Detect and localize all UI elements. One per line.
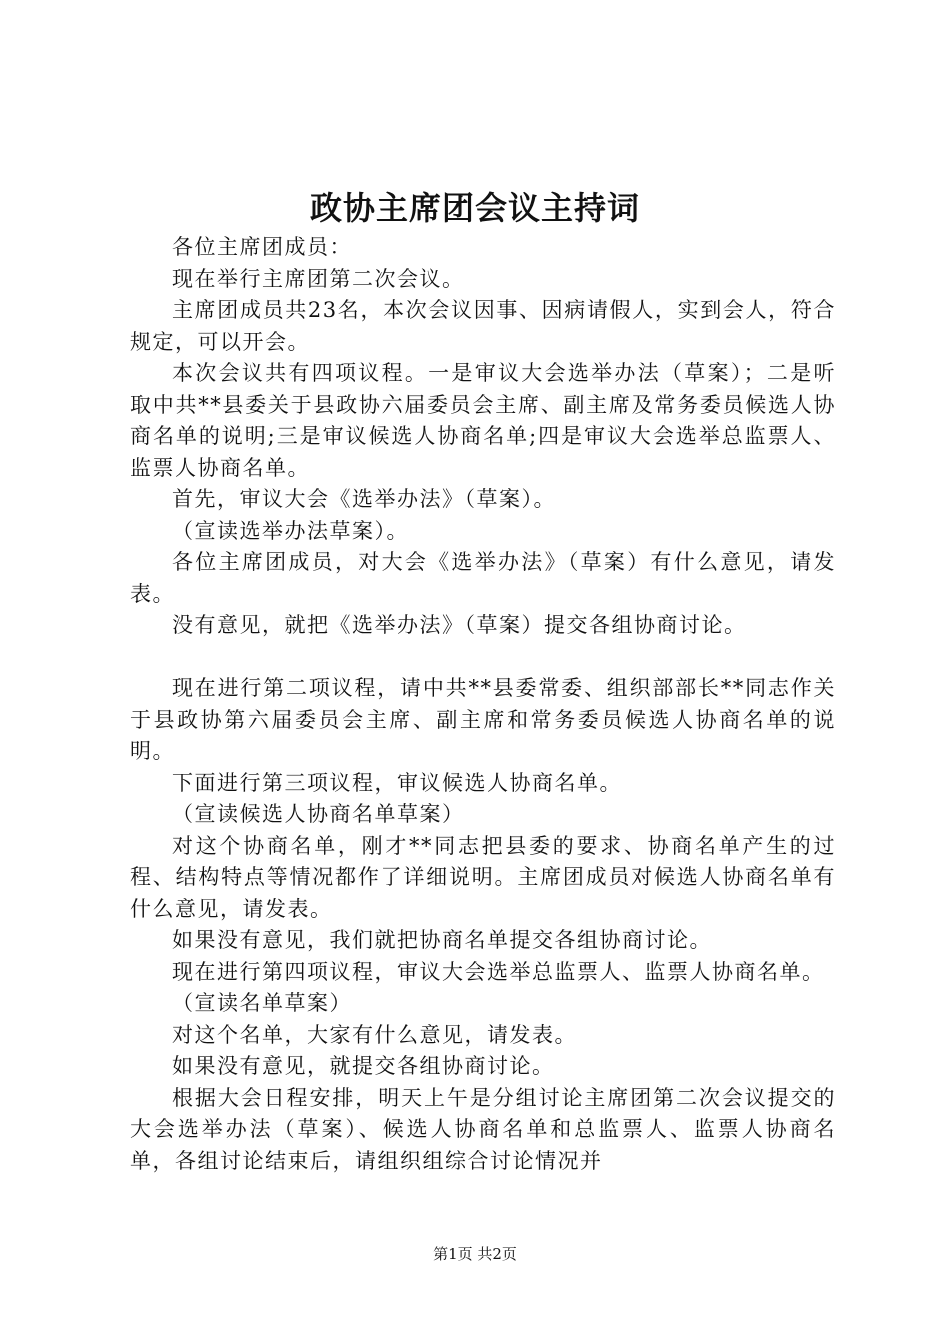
paragraph: 对这个协商名单，刚才**同志把县委的要求、协商名单产生的过程、结构特点等情况都作了详细说明。主席团成员对候选人协商名单有什么意见，请发表。 xyxy=(130,833,836,921)
paragraph: 本次会议共有四项议程。一是审议大会选举办法（草案）；二是听取中共**县委关于县政协六届委员会主席、副主席及常务委员候选人协商名单的说明;三是审议候选人协商名单;四是审议大会选举总监票人、监票人协商名单。 xyxy=(130,361,836,480)
paragraph: （宣读名单草案） xyxy=(172,991,352,1015)
paragraph: 主席团成员共23名，本次会议因事、因病请假人，实到会人，符合规定，可以开会。 xyxy=(130,298,836,354)
blank-line xyxy=(130,642,836,674)
paragraph: 下面进行第三项议程，审议候选人协商名单。 xyxy=(172,770,622,795)
document-body xyxy=(130,232,836,1177)
paragraph: （宣读选举办法草案）。 xyxy=(172,518,409,543)
paragraph: 如果没有意见，就提交各组协商讨论。 xyxy=(172,1054,555,1078)
paragraph: 现在进行第二项议程，请中共**县委常委、组织部部长**同志作关于县政协第六届委员会主席、副主席和常务委员候选人协商名单的说明。 xyxy=(130,676,836,763)
paragraph: 如果没有意见，我们就把协商名单提交各组协商讨论。 xyxy=(172,928,712,952)
paragraph: 现在举行主席团第二次会议。 xyxy=(172,266,465,291)
paragraph: 现在进行第四项议程，审议大会选举总监票人、监票人协商名单。 xyxy=(172,959,825,984)
document-title: 政协主席团会议主持词 xyxy=(309,189,640,227)
paragraph: 首先，审议大会《选举办法》（草案）。 xyxy=(172,487,556,511)
paragraph: 对这个名单，大家有什么意见，请发表。 xyxy=(172,1022,577,1047)
paragraph: 各位主席团成员： xyxy=(172,235,352,259)
paragraph: 根据大会日程安排，明天上午是分组讨论主席团第二次会议提交的大会选举办法（草案）、候选人协商名单和总监票人、监票人协商名单，各组讨论结束后，请组织组综合讨论情况并 xyxy=(130,1085,836,1173)
paragraph: （宣读候选人协商名单草案） xyxy=(172,802,465,826)
paragraph: 没有意见，就把《选举办法》（草案）提交各组协商讨论。 xyxy=(172,613,747,637)
page-footer: 第1页 共2页 xyxy=(433,1245,517,1263)
paragraph: 各位主席团成员，对大会《选举办法》（草案）有什么意见，请发表。 xyxy=(130,550,836,606)
